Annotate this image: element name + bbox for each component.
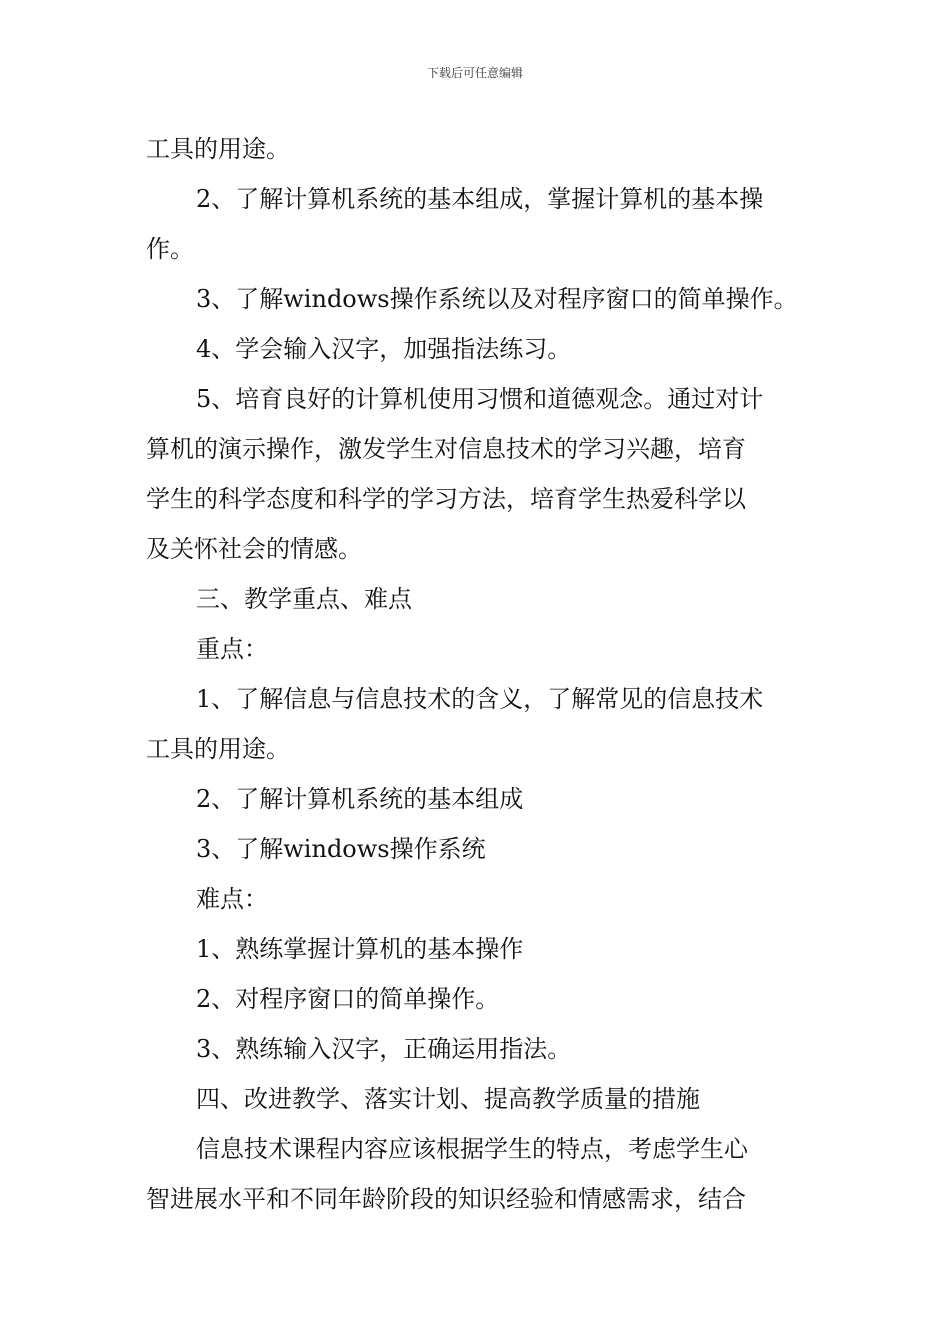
text-line: 5、培育良好的计算机使用习惯和道德观念。通过对计: [196, 385, 764, 413]
text-line: 智进展水平和不同年龄阶段的知识经验和情感需求，结合: [146, 1185, 746, 1213]
page-header: 下载后可任意编辑: [426, 66, 523, 80]
text-line: 信息技术课程内容应该根据学生的特点，考虑学生心: [196, 1135, 748, 1163]
text-line: 工具的用途。: [146, 735, 290, 763]
subheading-difficulties: 难点：: [196, 885, 268, 913]
section-heading: 三、教学重点、难点: [196, 585, 412, 613]
text-line: 1、熟练掌握计算机的基本操作: [196, 935, 524, 963]
text-line: 3、了解windows操作系统以及对程序窗口的简单操作。: [196, 285, 798, 313]
document-body: [146, 124, 808, 1224]
text-line: 算机的演示操作，激发学生对信息技术的学习兴趣，培育: [146, 435, 746, 463]
text-line: 作。: [146, 235, 194, 263]
text-line: 2、对程序窗口的简单操作。: [196, 985, 500, 1013]
section-heading: 四、改进教学、落实计划、提高教学质量的措施: [196, 1085, 700, 1113]
text-line: 4、学会输入汉字，加强指法练习。: [196, 335, 572, 363]
text-line: 2、了解计算机系统的基本组成: [196, 785, 524, 813]
subheading-key-points: 重点：: [196, 635, 268, 663]
text-line: 1、了解信息与信息技术的含义，了解常见的信息技术: [196, 685, 764, 713]
text-line: 3、了解windows操作系统: [196, 835, 486, 863]
text-line: 3、熟练输入汉字，正确运用指法。: [196, 1035, 572, 1063]
text-line: 2、了解计算机系统的基本组成，掌握计算机的基本操: [196, 185, 764, 213]
text-line: 及关怀社会的情感。: [146, 535, 362, 563]
text-line: 学生的科学态度和科学的学习方法，培育学生热爱科学以: [146, 485, 746, 513]
text-line: 工具的用途。: [146, 135, 290, 163]
